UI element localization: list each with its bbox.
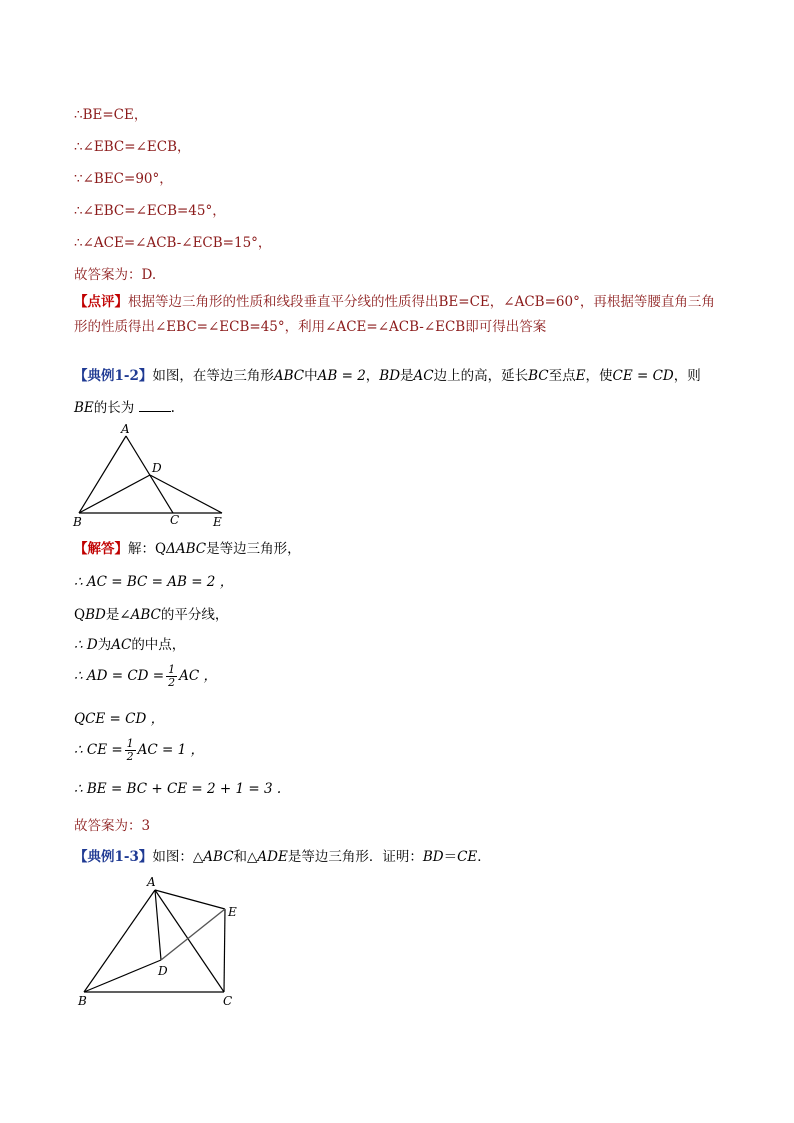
label-b: B — [73, 515, 82, 529]
label-d: D — [152, 461, 162, 475]
label2-a: A — [147, 875, 156, 889]
frac2-den: 2 — [126, 750, 134, 763]
q-math-ce-cd: CE = CD — [612, 368, 674, 384]
ex3-text-2: 和 — [233, 849, 248, 865]
q-math-bc: BC — [528, 368, 549, 384]
sol-3-math1: BD — [85, 607, 106, 623]
solution-line-4 — [74, 633, 185, 653]
ex3-text-4: ＝ — [443, 849, 458, 865]
q-text-5: 边上的高，延长 — [433, 368, 529, 384]
q-math-abc: ABC — [273, 368, 305, 384]
label2-c: C — [223, 994, 233, 1008]
sol-4-math: AC — [111, 637, 132, 653]
solution-line-6: QCE = CD ， — [74, 711, 165, 727]
figure-triangle-1 — [70, 420, 240, 532]
frac1-den: 2 — [168, 676, 176, 689]
proof-line-4: ∴∠EBC=∠ECB=45°， — [74, 203, 226, 219]
solution-line-7 — [74, 738, 204, 763]
ex3-math-4: CE — [457, 849, 478, 865]
q-text-2: 中 — [304, 368, 318, 384]
seg-bd — [79, 475, 150, 513]
ex3-math-1: △ABC — [192, 849, 234, 865]
q-math-ac: AC — [413, 368, 434, 384]
sol-3-post: 的平分线， — [160, 607, 229, 623]
comment-text: 根据等边三角形的性质和线段垂直平分线的性质得出BE=CE，∠ACB=60°，再根据等腰直角三角形的性质得出∠EBC=∠ECB=45°，利用∠ACE=∠ACB-∠ECB即可得出答案 — [74, 294, 715, 335]
example-1-2-question — [74, 360, 724, 424]
seg-ac — [126, 436, 173, 513]
sol-4-post: 的中点， — [131, 637, 186, 653]
q-math-ab-eq: AB = 2 — [317, 368, 366, 384]
solution-line-8: ∴ BE = BC + CE = 2 + 1 = 3 . — [74, 781, 282, 797]
frac1-num: 1 — [168, 663, 176, 676]
solution-line-1 — [74, 537, 301, 557]
ex3-math-2: △ADE — [247, 849, 288, 865]
frac2-num: 1 — [126, 737, 134, 750]
q-text-9: 的长为 — [93, 400, 135, 416]
proof-line-2: ∴∠EBC=∠ECB， — [74, 139, 191, 155]
fraction-half-2 — [125, 738, 136, 763]
q-math-bd: BD — [379, 368, 401, 384]
sol-1-math: ΔABC — [166, 541, 207, 557]
label-c: C — [170, 513, 180, 527]
answer-line-2: 故答案为：3 — [74, 818, 151, 834]
solution-tag: 【解答】 — [74, 541, 128, 557]
seg-ab — [79, 436, 126, 513]
sol-3-pre: Q — [74, 607, 86, 623]
q-text-10: . — [170, 400, 175, 416]
example-1-3-tag: 【典例1-3】 — [74, 849, 153, 865]
fraction-half-1 — [166, 664, 177, 689]
q-text-4: 是 — [400, 368, 414, 384]
sol-5-post: AC ， — [179, 668, 217, 684]
sol-1-post: 是等边三角形， — [206, 541, 301, 557]
sol-4-mid: 为 — [97, 637, 112, 653]
figure-triangle-2 — [70, 872, 250, 1012]
ex3-math-3: BD — [422, 849, 444, 865]
sol-4-pre: ∴ D — [74, 637, 98, 653]
sol-1-pre: 解：Q — [128, 541, 167, 557]
seg2-ad — [155, 890, 161, 960]
comment-block — [74, 290, 724, 340]
q-math-be: BE — [74, 400, 94, 416]
label-a: A — [121, 422, 130, 436]
ex3-text-5: ． — [477, 849, 491, 865]
example-1-2-tag: 【典例1-2】 — [74, 368, 153, 384]
label2-d: D — [158, 964, 168, 978]
q-text-8: ，则 — [673, 368, 701, 384]
ex3-text-3: 是等边三角形．证明： — [287, 849, 423, 865]
sol-7-post: AC = 1 ， — [137, 742, 205, 758]
example-1-3-question — [74, 845, 491, 865]
solution-line-2: ∴ AC = BC = AB = 2 ， — [74, 574, 234, 590]
sol-3-mid: 是 — [105, 607, 120, 623]
q-text-1: 如图，在等边三角形 — [152, 368, 274, 384]
comment-tag: 【点评】 — [74, 294, 128, 310]
seg2-de — [161, 909, 225, 960]
proof-line-3: ∵∠BEC=90°， — [74, 171, 173, 187]
sol-5-pre: ∴ AD = CD = — [74, 668, 165, 684]
q-text-7: ，使 — [585, 368, 613, 384]
q-text-6: 至点 — [548, 368, 576, 384]
proof-line-5: ∴∠ACE=∠ACB-∠ECB=15°， — [74, 235, 272, 251]
q-text-3: ， — [365, 368, 380, 384]
sol-7-pre: ∴ CE = — [74, 742, 123, 758]
solution-line-3 — [74, 603, 228, 623]
sol-3-math2: ∠ABC — [119, 607, 161, 623]
label2-b: B — [78, 994, 87, 1008]
seg2-ec — [224, 909, 225, 992]
solution-line-5 — [74, 664, 217, 689]
q-math-e: E — [575, 368, 586, 384]
answer-blank — [139, 399, 171, 412]
proof-line-1: ∴BE=CE， — [74, 107, 148, 123]
label2-e: E — [228, 905, 237, 919]
answer-line-1: 故答案为：D. — [74, 267, 157, 283]
label-e: E — [213, 515, 222, 529]
ex3-text-1: 如图： — [152, 849, 193, 865]
